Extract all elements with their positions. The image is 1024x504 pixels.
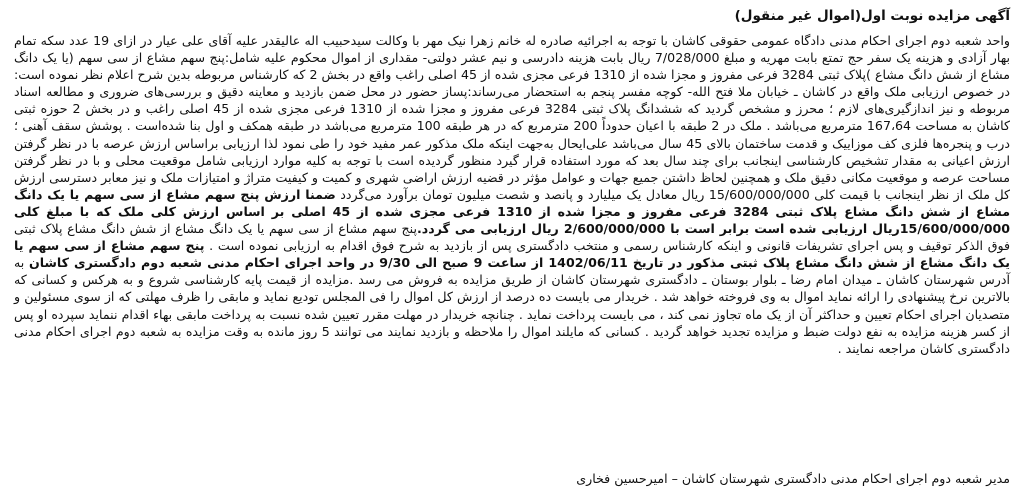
body-segment-terms: به آدرس شهرستان کاشان ـ میدان امام رضا ـ بلوار بوستان ـ دادگستری شهرستان کاشان از طریق مزایده به فروش می رسد .مزایده از قیمت پایه کارشناسی شروع و به هرکس و کسانی که بالاترین نرخ پیشنهادی را ارائه نماید اموال به وی فروخته خواهد شد . خریدار می بایست ده درصد از ارزش کل اموال را فی المجلس تودیع نماید و مابقی را ظرف مهلتی که از سوی مسئولین و متصدیان اجرای احکام تعیین و حداکثر آن از یک ماه تجاوز نمی کند ، می بایست پرداخت نماید . چنانچه خریدار در مهلت مقرر تعیین شده نسبت به پرداخت مابقی بهاء اقدام ننماید سپرده او پس از کسر هزینه مزایده به نفع دولت ضبط و مزایده تجدید خواهد گردید . کسانی که مایلند اموال را ملاحظه و بازدید نمایند می توانند 5 روز مانده به وقت مزایده به شعبه دوم اجرای احکام مدنی دادگستری کاشان مراجعه نمایند . xyxy=(14,255,1010,356)
body-segment-intro: واحد شعبه دوم اجرای احکام مدنی دادگاه عمومی حقوقی کاشان با توجه به اجرائیه صادره له خانم زهرا نیک مهر با وکالت سیدحبیب اله عالیقدر علیه آقای علی عیار در ازای 19 عدد سکه تمام بهار آزادی و هزینه یک سفر حج تمتع بابت مهریه و مبلغ 7/028/000 ریال بابت هزینه دادرسی و نیم عشر دولتی- مقداری از اموال محکوم علیه شامل:پنج سهم مشاع از سی سهم (یا یک دانگ مشاع از شش دانگ مشاع )پلاک ثبتی 3284 فرعی مفروز و مجزا شده از 1310 فرعی مجزی شده از 45 اصلی راغب واقع در بخش 2 که کارشناس مربوطه بدین شرح اعلام نظر نموده است: در خصوص ارزیابی ملک واقع در کاشان ـ خیابان ملا فتح الله- کوچه مفسر پنجم به استحضار می‌رساند:پساز حضور در محل ضمن بازدید و معاینه دقیق و بررسی‌های ضروری و مطالعه اسناد مربوطه و نیز اندازگیری‌های لازم ؛ محرز و مشخص گردید که ششدانگ پلاک ثبتی 3284 فرعی مفروز و مجزا شده از 1310 فرعی مجزی شده از 45 اصلی راغب و در بخش 2 حوزه ثبتی کاشان به مساحت 167،64 مترمربع می‌باشد . ملک در 2 طبقه با اعیان حدوداً 200 مترمربع که در هر طبقه 100 مترمربع می‌باشد در طبقه همکف و اول بنا شده‌است . پوشش سقف آهنی ؛ درب و پنجره‌ها فلزی کف موزاییک و قدمت ساختمان بالای 45 سال می‌باشد علی‌ایحال به‌جهت اینکه ملک مذکور عمر مفید خود را طی نمود لذا ارزیابی براساس ارزش عرصه با در نظر گرفتن ارزش اعیانی به مقدار تشخیص کارشناسی اینجانب برای چند سال بعد که مورد استفاده قرار گیرد منظور گردیده است با توجه به کلیه موارد ارزیابی شامل موقعیت محلی و با در نظر گرفتن مساحت عرصه و موقعیت مکانی دقیق ملک و همچنین لحاظ داشتن جمیع جهات و عوامل مؤثر در قضیه ارزش اراضی شهری و کمیت و کیفیت متراژ و امتیازات ملک و نیز معابر دسترسی ارزش کل ملک از نظر اینجانب با قیمت کلی 15/600/000/000 ریال معادل یک میلیارد و پانصد و شصت میلیون تومان برآورد می‌گردد xyxy=(14,33,1010,202)
notice-title: آگهی مزایده نوبت اول(اموال غیر منقول) xyxy=(734,8,1010,24)
notice-body xyxy=(14,32,1010,357)
body-segment-auction-date: پنج سهم مشاع از سی سهم یا یک دانگ مشاع از شش دانگ مشاع پلاک ثبتی مذکور در تاریخ 1402/06/11 از ساعت 9 صبح الی 9/30 در واحد اجرای احکام مدنی شعبه دوم دادگستری کاشان xyxy=(14,238,1010,271)
body-segment-valuation: ضمنا ارزش پنج سهم مشاع از سی سهم یا یک دانگ مشاع از شش دانگ مشاع پلاک ثبتی 3284 فرعی مفروز و مجزا شده از 1310 فرعی مجزی شده از 45 اصلی بر اساس ارزش کلی ملک که با مبلغ کلی 15/600/000/000ریال ارزیابی شده است برابر است با 2/600/000/000 ریال ارزیابی می گردد. xyxy=(14,186,1010,237)
body-segment-seizure: پنج سهم مشاع از سی سهم یا یک دانگ مشاع از شش دانگ مشاع پلاک ثبتی فوق الذکر توقیف و پس اجرای تشریفات قانونی و اینکه کارشناس رسمی و منتخب دادگستری پس از بازدید به شرح فوق اقدام به ارزیابی نموده است . xyxy=(14,221,1010,254)
signature-line: مدیر شعبه دوم اجرای احکام مدنی دادگستری شهرستان کاشان – امیرحسین فخاری xyxy=(576,471,1010,486)
